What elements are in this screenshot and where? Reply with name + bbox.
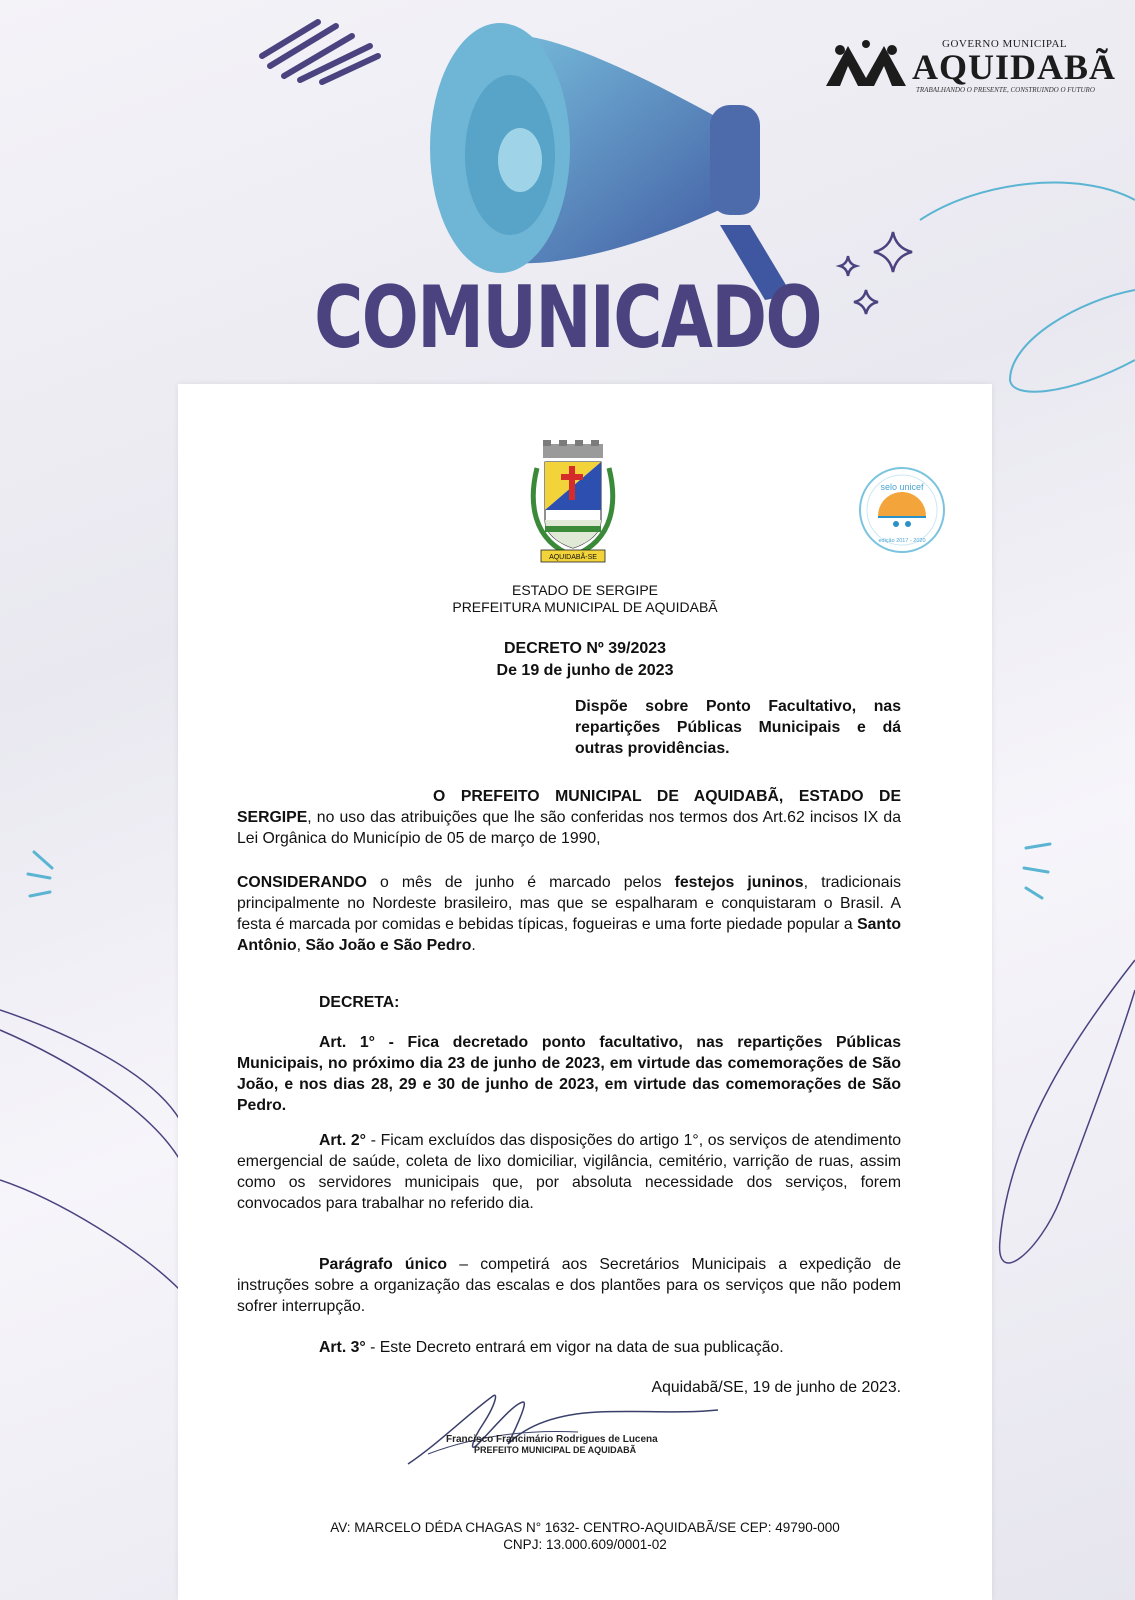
- sole-paragraph-text: – competirá aos Secretários Municipais a expedição de instruções sobre a organização das escalas e dos plantões para os serviços que não podem sofrer interrupção.: [237, 1256, 902, 1315]
- gov-label: GOVERNO MUNICIPAL: [942, 38, 1068, 50]
- article-2-label: Art. 2°: [319, 1132, 366, 1149]
- considering-paragraph: [237, 872, 901, 956]
- footer-cnpj: CNPJ: 13.000.609/0001-02: [503, 1537, 667, 1552]
- unicef-seal-icon: [858, 466, 946, 554]
- article-1: [237, 1032, 901, 1116]
- article-3-text: - Este Decreto entrará em vigor na data de sua publicação.: [365, 1339, 784, 1356]
- preamble-paragraph: [237, 786, 901, 849]
- place-date: Aquidabã/SE, 19 de junho de 2023.: [651, 1379, 901, 1396]
- decree-number: DECRETO Nº 39/2023: [503, 640, 667, 657]
- municipal-crest-icon: [523, 440, 623, 570]
- footer-address: AV: MARCELO DÉDA CHAGAS N° 1632- CENTRO-AQUIDABÃ/SE CEP: 49790-000: [330, 1520, 840, 1535]
- sole-paragraph-label: Parágrafo único: [319, 1256, 448, 1273]
- decree-date: De 19 de junho de 2023: [496, 662, 674, 679]
- state-name: ESTADO DE SERGIPE: [512, 582, 658, 598]
- decree-summary: Dispõe sobre Ponto Facultativo, nas repartições Públicas Municipais e dá outras providências.: [575, 698, 901, 757]
- considering-text-d: .: [471, 937, 476, 954]
- sao-joao-sao-pedro: São João e São Pedro: [305, 937, 472, 954]
- preamble-text: , no uso das atribuições que lhe são conferidas nos termos dos Art.62 incisos IX da Lei Orgânica do Município de 05 de março de 1990,: [237, 809, 901, 847]
- decreta-heading: DECRETA:: [319, 994, 400, 1011]
- santo-antonio: Santo Antônio: [237, 916, 901, 954]
- decree-document: [178, 384, 992, 1600]
- article-1-text: Art. 1° - Fica decretado ponto facultativo, nas repartições Públicas Municipais, no próximo dia 23 de junho de 2023, em virtude das comemorações de São João, e nos dias 28, 29 e 30 de junho de 2023, em virtude das comemorações de São Pedro.: [237, 1034, 901, 1114]
- signer-role: PREFEITO MUNICIPAL DE AQUIDABÃ: [474, 1445, 637, 1455]
- article-2: [237, 1130, 901, 1214]
- gov-tagline: TRABALHANDO O PRESENTE, CONSTRUINDO O FUTURO: [916, 86, 1095, 94]
- gov-name: AQUIDABÃ: [912, 47, 1117, 87]
- signature-icon: [398, 1384, 738, 1474]
- headline: COMUNICADO: [314, 268, 821, 368]
- crest-label: AQUIDABÃ-SE: [549, 554, 597, 561]
- megaphone-icon: [420, 10, 820, 310]
- mayor-title: O PREFEITO MUNICIPAL DE AQUIDABÃ, ESTADO DE SERGIPE: [237, 788, 901, 826]
- article-3: [237, 1337, 901, 1358]
- festejos-juninos: festejos juninos: [674, 874, 804, 891]
- considering-label: CONSIDERANDO: [237, 874, 367, 891]
- government-logo: [826, 36, 1117, 100]
- seal-bottom-text: edição 2017 - 2020: [878, 538, 926, 544]
- article-3-label: Art. 3°: [319, 1339, 366, 1356]
- prefeitura-name: PREFEITURA MUNICIPAL DE AQUIDABÃ: [452, 599, 718, 615]
- considering-text-b: , tradicionais principalmente no Nordeste brasileiro, mas que se espalharam e conquistaram o Brasil. A festa é marcada por comidas e bebidas típicas, fogueiras e uma forte piedade popular a: [237, 874, 901, 933]
- signer-name: Francisco Francimário Rodrigues de Lucena: [446, 1434, 658, 1445]
- considering-text-a: o mês de junho é marcado pelos: [366, 874, 675, 891]
- considering-text-c: ,: [296, 937, 306, 954]
- people-logo-icon: [826, 40, 906, 86]
- article-2-text: - Ficam excluídos das disposições do artigo 1°, os serviços de atendimento emergencial de saúde, coleta de lixo domiciliar, vigilância, cemitério, varrição de ruas, assim como os servidores municipais que, por absoluta necessidade dos serviços, forem convocados para trabalhar no referido dia.: [237, 1132, 901, 1212]
- seal-top-text: selo unicef: [880, 482, 924, 492]
- sole-paragraph: [237, 1254, 901, 1317]
